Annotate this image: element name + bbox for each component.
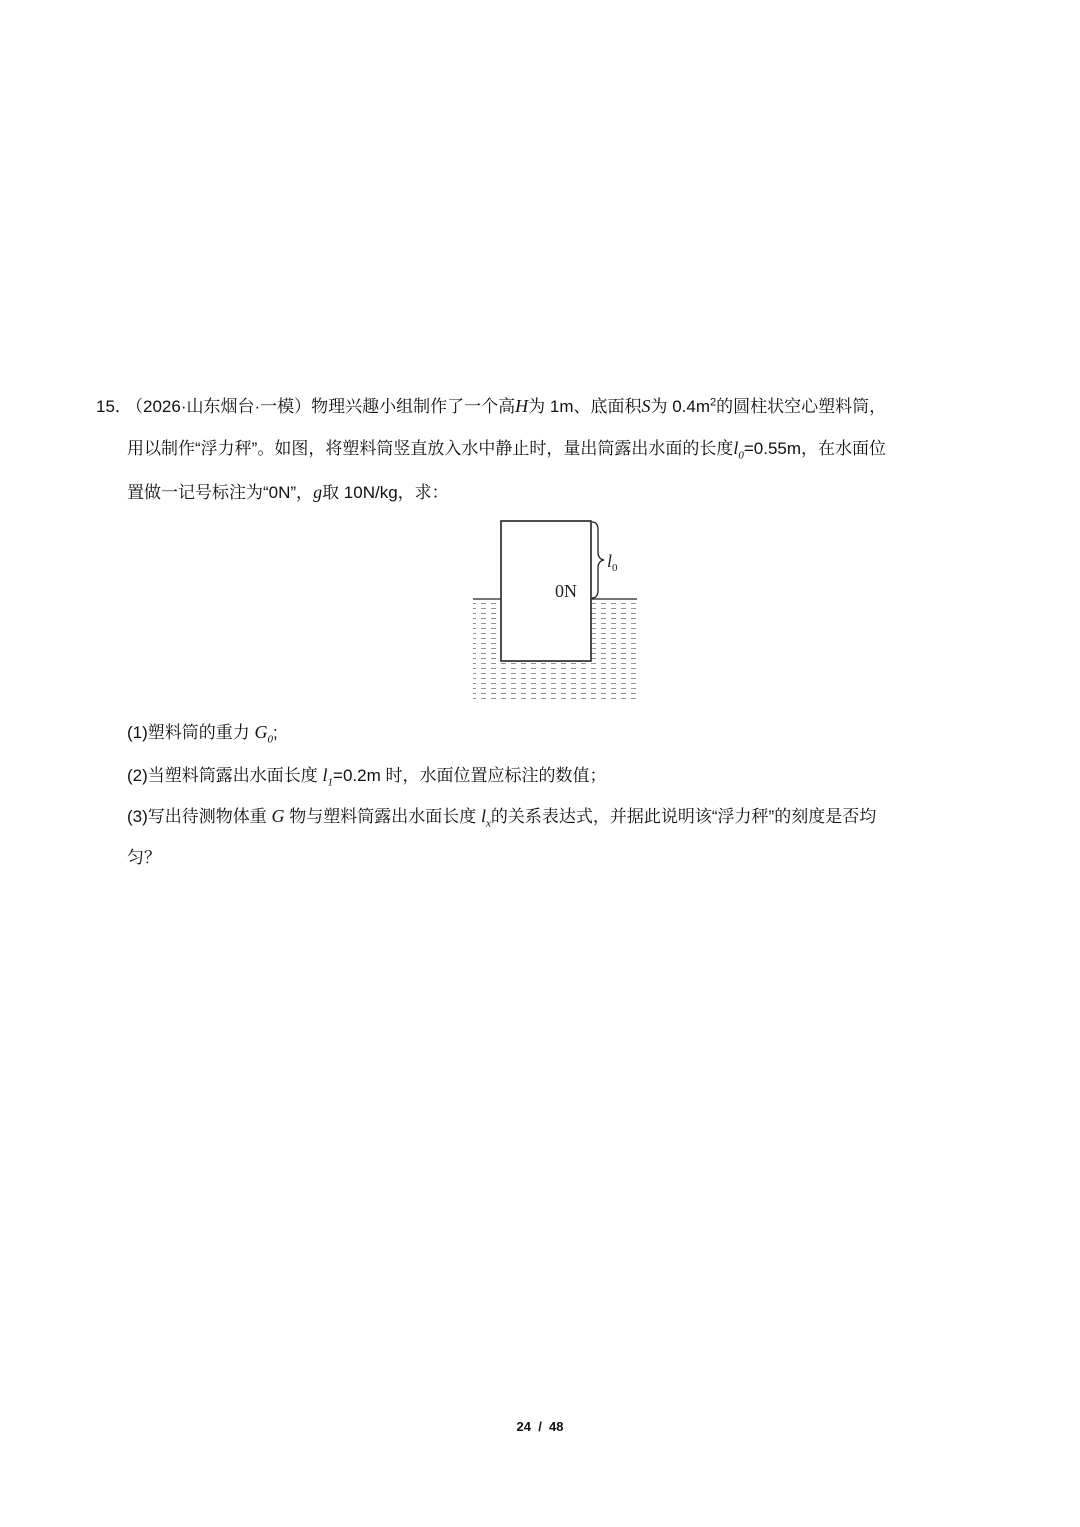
var-l: l	[733, 438, 739, 458]
question-line-3	[127, 480, 449, 505]
superscript: 2	[710, 396, 717, 409]
var-G: G	[254, 722, 268, 742]
current-page: 24	[516, 1419, 531, 1434]
subscript: 1	[327, 776, 334, 789]
question-number: 15．	[96, 397, 132, 416]
question-source: （2026·山东烟台·一模）	[126, 397, 312, 416]
subscript: 0	[738, 449, 744, 462]
page-number-footer	[0, 1419, 1080, 1434]
question-text: ;	[273, 723, 278, 742]
question-text: (2)当塑料筒露出水面长度	[127, 766, 318, 785]
question-text: 为 0.4m	[650, 397, 711, 416]
question-text: (3)写出待测物体重	[127, 807, 267, 826]
question-text: 为 1m、底面积	[528, 397, 642, 416]
brace-l0	[592, 522, 604, 598]
question-text: 用以制作“浮力秤”。如图，将塑料筒竖直放入水中静止时，量出筒露出水面的长度	[127, 439, 734, 458]
plastic-cylinder	[501, 521, 591, 661]
label-0N: 0N	[555, 581, 577, 601]
var-g: g	[313, 482, 323, 502]
var-S: S	[641, 396, 651, 416]
sub-question-3	[127, 804, 876, 829]
question-text: =0.2m 时，水面位置应标注的数值；	[333, 766, 607, 785]
question-text: 置做一记号标注为“0N”，	[127, 483, 314, 502]
sub-question-2	[127, 763, 606, 788]
var-G: G	[271, 806, 285, 826]
figure-svg	[470, 516, 640, 702]
cylinder-float-figure	[470, 516, 640, 702]
sub-question-3-continued: 匀？	[127, 848, 161, 867]
label-l0: $l_0$	[607, 551, 618, 574]
subscript: x	[486, 817, 491, 830]
sub-question-1	[127, 720, 278, 745]
question-text: 取 10N/kg，求：	[322, 483, 449, 502]
subscript: 0	[267, 733, 274, 746]
question-text: 的圆柱状空心塑料筒，	[716, 397, 887, 416]
question-text: 物与塑料筒露出水面长度	[289, 807, 477, 826]
page-separator: /	[538, 1419, 542, 1434]
var-H: H	[515, 396, 529, 416]
question-text: 的关系表达式，并据此说明该“浮力秤”的刻度是否均	[490, 807, 877, 826]
question-text: 物理兴趣小组制作了一个高	[311, 397, 516, 416]
question-text: (1)塑料筒的重力	[127, 723, 250, 742]
question-text: =0.55m，在水面位	[743, 439, 887, 458]
question-line-1	[96, 394, 886, 419]
total-pages: 48	[549, 1419, 564, 1434]
var-l: l	[322, 765, 328, 785]
question-line-2	[127, 436, 886, 461]
var-l: l	[480, 806, 486, 826]
